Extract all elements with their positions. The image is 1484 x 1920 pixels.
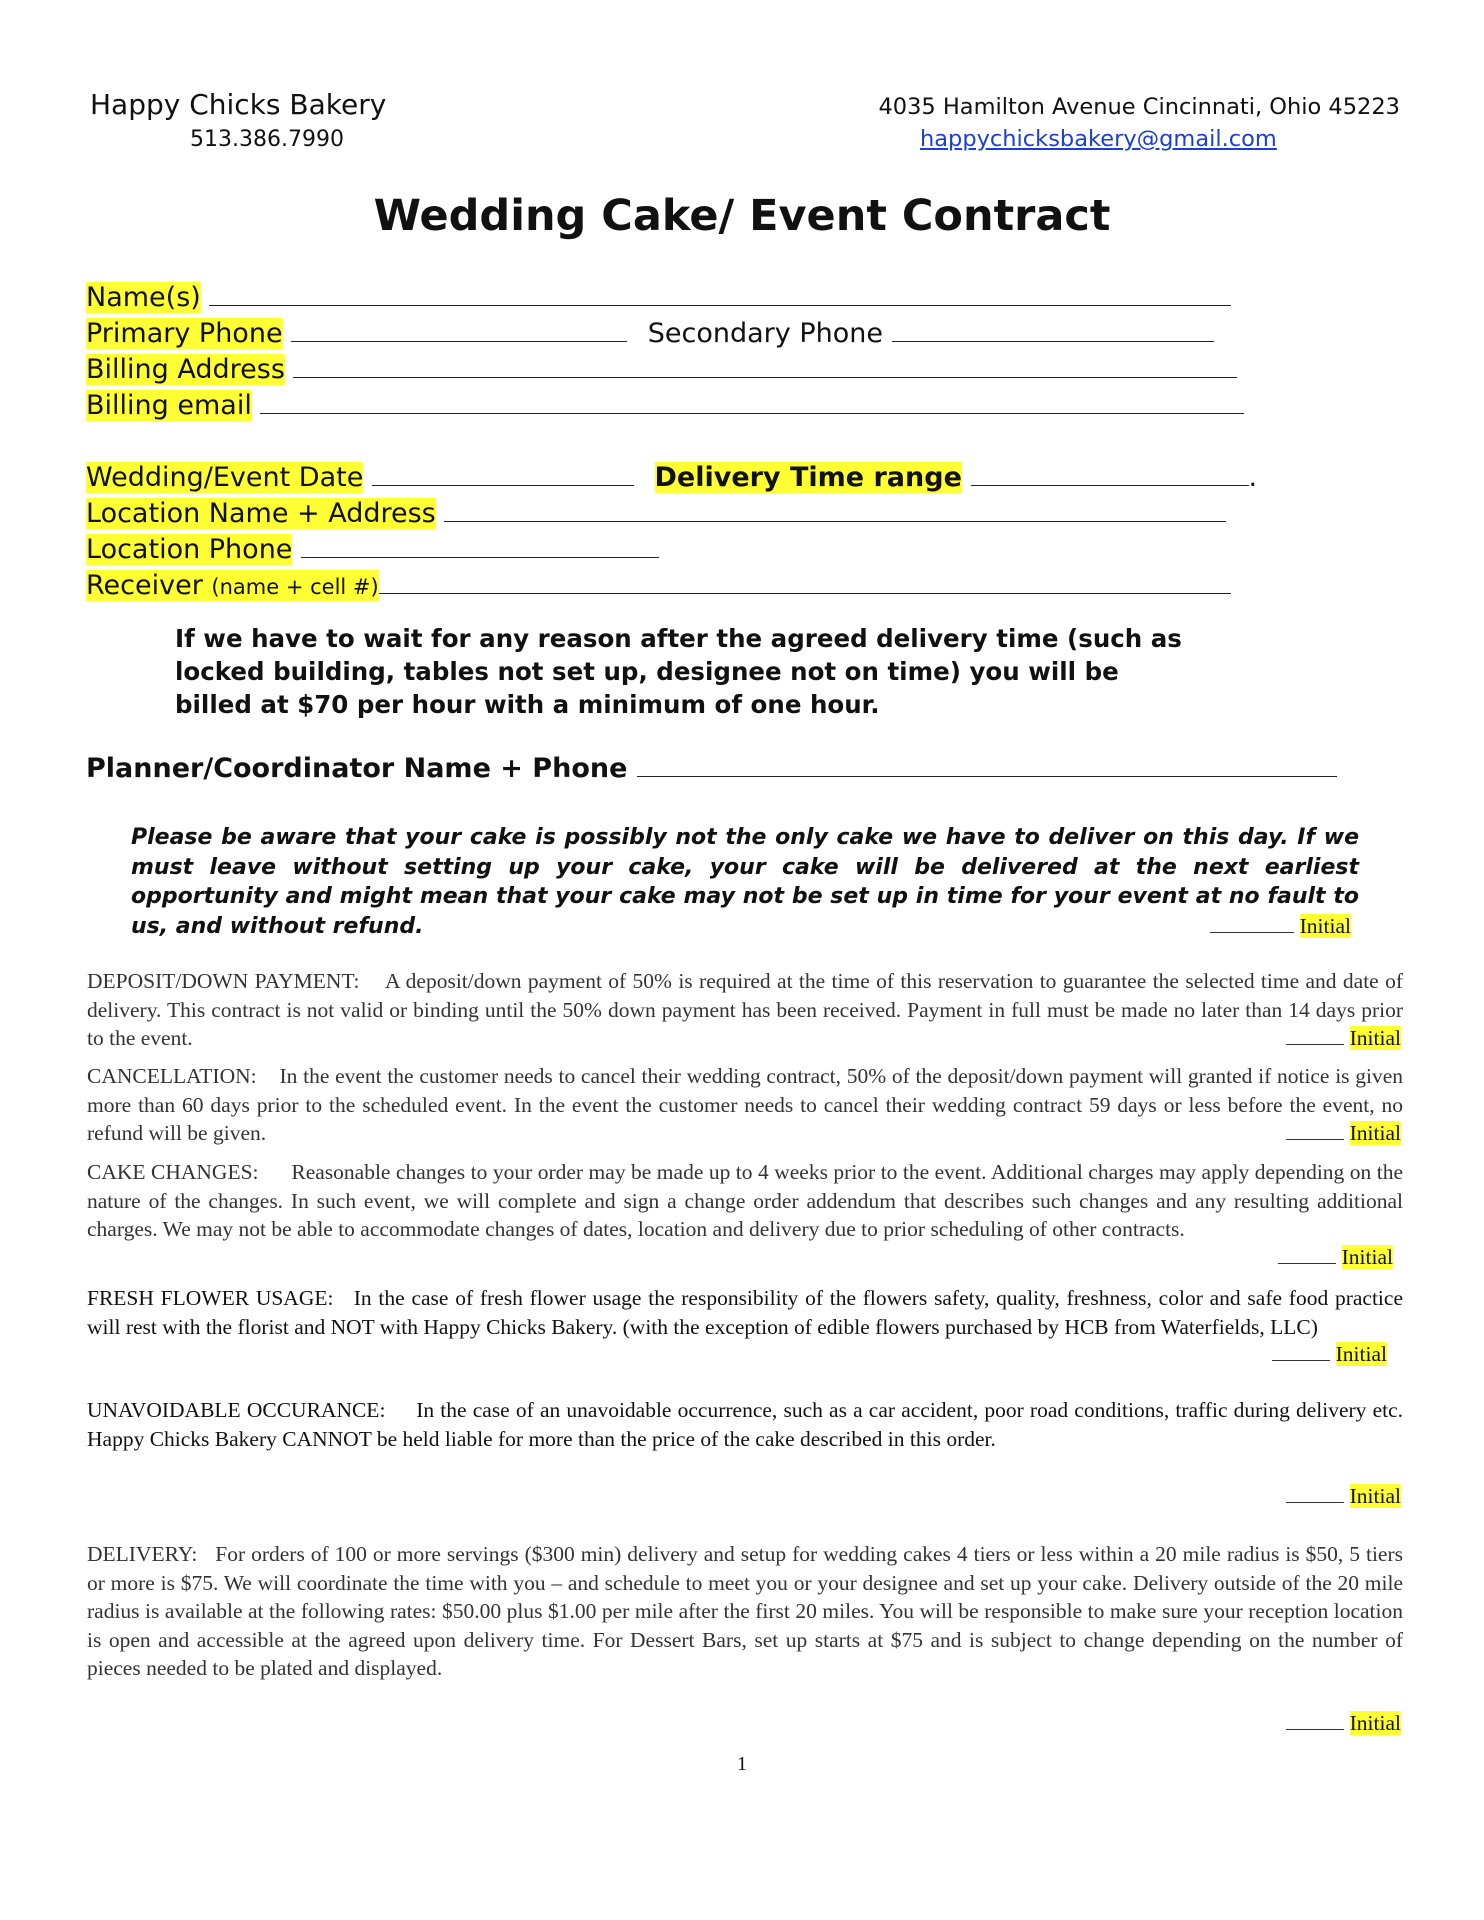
- section-heading: UNAVOIDABLE OCCURANCE:: [87, 1398, 386, 1422]
- secondary-phone-label: Secondary Phone: [647, 318, 883, 349]
- planner-label: Planner/Coordinator Name + Phone: [86, 753, 628, 784]
- initial-label: Initial: [1341, 1245, 1393, 1269]
- fresh-flower-section: [87, 1284, 1403, 1341]
- names-blank[interactable]: [209, 303, 1231, 306]
- page-number: 1: [737, 1753, 747, 1775]
- initial-fresh-flower: [1272, 1341, 1387, 1367]
- receiver-label-wrap: [86, 570, 379, 601]
- page-title: Wedding Cake/ Event Contract: [373, 191, 1111, 241]
- aware-notice: Please be aware that your cake is possibly not the only cake we have to deliver on this day. If we must leave without setting up your cake, your cake will be delivered at the next earliest opportunity and might mean that your cake may not be set up in time for your event at no fault to us, and without refund.: [131, 825, 1359, 939]
- section-text: In the case of an unavoidable occurrence, such as a car accident, poor road conditions, traffic during delivery etc. Happy Chicks Bakery CANNOT be held liable for more than the price of the cake described in this order.: [87, 1398, 1404, 1451]
- initial-delivery: [1286, 1710, 1401, 1736]
- email-link-wrap: [920, 124, 1277, 154]
- business-address: 4035 Hamilton Avenue Cincinnati, Ohio 45223: [878, 94, 1400, 120]
- wait-notice: If we have to wait for any reason after the agreed delivery time (such as locked building, tables not set up, designee not on time) you will be billed at $70 per hour with a minimum of one hour.: [175, 624, 1182, 719]
- names-label: Name(s): [86, 282, 201, 313]
- initial-blank[interactable]: [1286, 1028, 1344, 1045]
- billing-address-label: Billing Address: [86, 354, 285, 385]
- delivery-time-blank[interactable]: [971, 483, 1249, 486]
- initial-label: Initial: [1299, 914, 1351, 938]
- initial-label: Initial: [1349, 1711, 1401, 1735]
- initial-blank[interactable]: [1278, 1247, 1336, 1264]
- initial-label: Initial: [1335, 1342, 1387, 1366]
- billing-email-blank[interactable]: [260, 411, 1244, 414]
- initial-blank[interactable]: [1272, 1344, 1330, 1361]
- field-names: [86, 281, 1231, 315]
- section-text: Reasonable changes to your order may be made up to 4 weeks prior to the event. Additional charges may apply depending on the nature of the changes. In such event, we will complete and sign a change order addendum that describes such changes and any resulting additional charges. We may not be able to accommodate changes of dates, location and delivery due to prior scheduling of other contracts.: [87, 1160, 1404, 1241]
- initial-blank[interactable]: [1210, 916, 1294, 933]
- section-heading: CANCELLATION:: [87, 1064, 257, 1088]
- cancellation-section: [87, 1062, 1403, 1148]
- primary-phone-blank[interactable]: [291, 339, 627, 342]
- receiver-note: (name + cell #): [211, 575, 379, 599]
- field-phones: [86, 317, 1214, 351]
- initial-deposit: [1286, 1025, 1401, 1051]
- planner-blank[interactable]: [637, 774, 1337, 777]
- initial-blank[interactable]: [1286, 1123, 1344, 1140]
- email-link[interactable]: happychicksbakery@gmail.com: [920, 126, 1277, 152]
- field-location-name: [86, 497, 1226, 531]
- initial-blank[interactable]: [1286, 1713, 1344, 1730]
- location-name-label: Location Name + Address: [86, 498, 436, 529]
- business-name: Happy Chicks Bakery: [90, 88, 387, 121]
- initial-aware: [1210, 913, 1351, 939]
- secondary-phone-blank[interactable]: [892, 339, 1214, 342]
- initial-label: Initial: [1349, 1121, 1401, 1145]
- billing-address-blank[interactable]: [293, 375, 1237, 378]
- section-heading: DELIVERY:: [87, 1542, 198, 1566]
- receiver-label: Receiver: [86, 570, 203, 601]
- cake-changes-section: [87, 1158, 1403, 1244]
- initial-cancellation: [1286, 1120, 1401, 1146]
- billing-email-label: Billing email: [86, 390, 252, 421]
- section-heading: DEPOSIT/DOWN PAYMENT:: [87, 969, 360, 993]
- location-phone-blank[interactable]: [301, 555, 659, 558]
- field-planner: [86, 752, 1337, 786]
- primary-phone-label: Primary Phone: [86, 318, 283, 349]
- section-heading: CAKE CHANGES:: [87, 1160, 259, 1184]
- initial-unavoidable: [1286, 1483, 1401, 1509]
- section-heading: FRESH FLOWER USAGE:: [87, 1286, 334, 1310]
- location-name-blank[interactable]: [444, 519, 1226, 522]
- section-text: In the case of fresh flower usage the responsibility of the flowers safety, quality, freshness, color and safe food practice will rest with the florist and NOT with Happy Chicks Bakery. (with the exception of edible flowers purchased by HCB from Waterfields, LLC): [87, 1286, 1403, 1339]
- field-billing-email: [86, 389, 1244, 423]
- section-text: For orders of 100 or more servings ($300 min) delivery and setup for wedding cakes 4 tiers or less within a 20 mile radius is $50, 5 tiers or more is $75. We will coordinate the time with you – and schedule to meet you or your designee and set up your cake. Delivery outside of the 20 mile radius is available at the following rates: $50.00 plus $1.00 per mile after the first 20 miles. You will be responsible to make sure your reception location is open and accessible at the agreed upon delivery time. For Dessert Bars, set up starts at $75 and is subject to change depending on the number of pieces needed to be plated and displayed.: [87, 1542, 1403, 1680]
- initial-label: Initial: [1349, 1026, 1401, 1050]
- initial-cake-changes: [1278, 1244, 1393, 1270]
- business-phone: 513.386.7990: [190, 127, 344, 152]
- delivery-section: [87, 1540, 1403, 1683]
- field-event-date: Wedding/Event Date Delivery Time range .: [86, 462, 1258, 493]
- field-billing-address: [86, 353, 1237, 387]
- initial-blank[interactable]: [1286, 1486, 1344, 1503]
- receiver-blank[interactable]: [379, 591, 1231, 594]
- unavoidable-section: [87, 1396, 1403, 1453]
- event-date-blank[interactable]: [372, 483, 634, 486]
- initial-label: Initial: [1349, 1484, 1401, 1508]
- field-receiver: [86, 569, 1231, 604]
- section-text: A deposit/down payment of 50% is required at the time of this reservation to guarantee the selected time and date of delivery. This contract is not valid or binding until the 50% down payment has been received. Payment in full must be made no later than 14 days prior to the event.: [87, 969, 1404, 1050]
- section-text: In the event the customer needs to cancel their wedding contract, 50% of the deposit/down payment will granted if notice is given more than 60 days prior to the scheduled event. In the event the customer needs to cancel their wedding contract 59 days or less before the event, no refund will be given.: [87, 1064, 1404, 1145]
- deposit-section: [87, 967, 1403, 1053]
- event-date-label: Wedding/Event Date: [86, 462, 364, 493]
- field-location-phone: [86, 533, 659, 567]
- location-phone-label: Location Phone: [86, 534, 293, 565]
- delivery-time-label: Delivery Time range: [654, 462, 962, 493]
